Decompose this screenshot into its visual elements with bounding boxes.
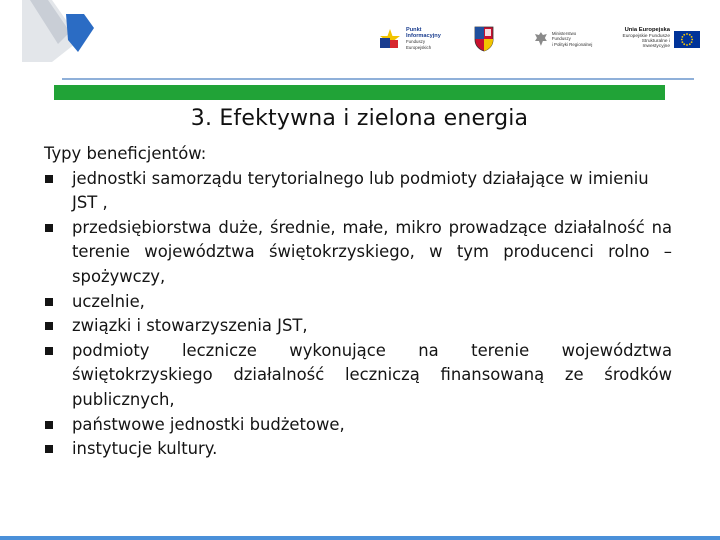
bullet-square-icon — [45, 347, 53, 355]
list-item: instytucje kultury. — [44, 437, 672, 462]
funds-star-icon — [378, 27, 402, 51]
list-item: podmioty lecznicze wykonujące na terenie województwa świętokrzyskiego działalność leczniczą finansowaną ze środków publicznych, — [44, 339, 672, 413]
bullet-square-icon — [45, 445, 53, 453]
list-item: jednostki samorządu terytorialnego lub podmioty działające w imieniu JST , — [44, 167, 672, 216]
title-box — [54, 100, 665, 137]
list-item: państwowe jednostki budżetowe, — [44, 413, 672, 438]
regional-crest-logo — [472, 22, 496, 56]
beneficiary-list — [44, 167, 672, 462]
polish-eagle-icon — [534, 31, 548, 47]
bullet-square-icon — [45, 224, 53, 232]
eu-flag-icon — [674, 31, 700, 48]
bullet-square-icon — [45, 175, 53, 183]
bullet-square-icon — [45, 322, 53, 330]
coat-of-arms-icon — [474, 26, 494, 52]
header-divider — [62, 78, 694, 80]
bottom-accent-bar — [0, 536, 720, 540]
list-item: związki i stowarzyszenia JST, — [44, 314, 672, 339]
slide-title: 3. Efektywna i zielona energia — [190, 106, 529, 131]
bullet-square-icon — [45, 298, 53, 306]
ministry-logo: Ministerstwo Funduszy i Polityki Regionalnej — [534, 22, 596, 56]
punkt-informacyjny-logo: Punkt Informacyjny Funduszy Europejskich — [378, 22, 440, 56]
bullet-square-icon — [45, 421, 53, 429]
content-area — [44, 142, 672, 462]
corner-decoration-logo — [22, 0, 100, 62]
section-heading: Typy beneficjentów: — [44, 144, 207, 163]
eu-logo: Unia Europejska Europejskie Fundusze Strukturalne i Inwestycyjne — [620, 22, 700, 56]
list-item: uczelnie, — [44, 290, 672, 315]
list-item: przedsiębiorstwa duże, średnie, małe, mikro prowadzące działalność na terenie województwa świętokrzyskiego, w tym producenci rolno – spożywczy, — [44, 216, 672, 290]
